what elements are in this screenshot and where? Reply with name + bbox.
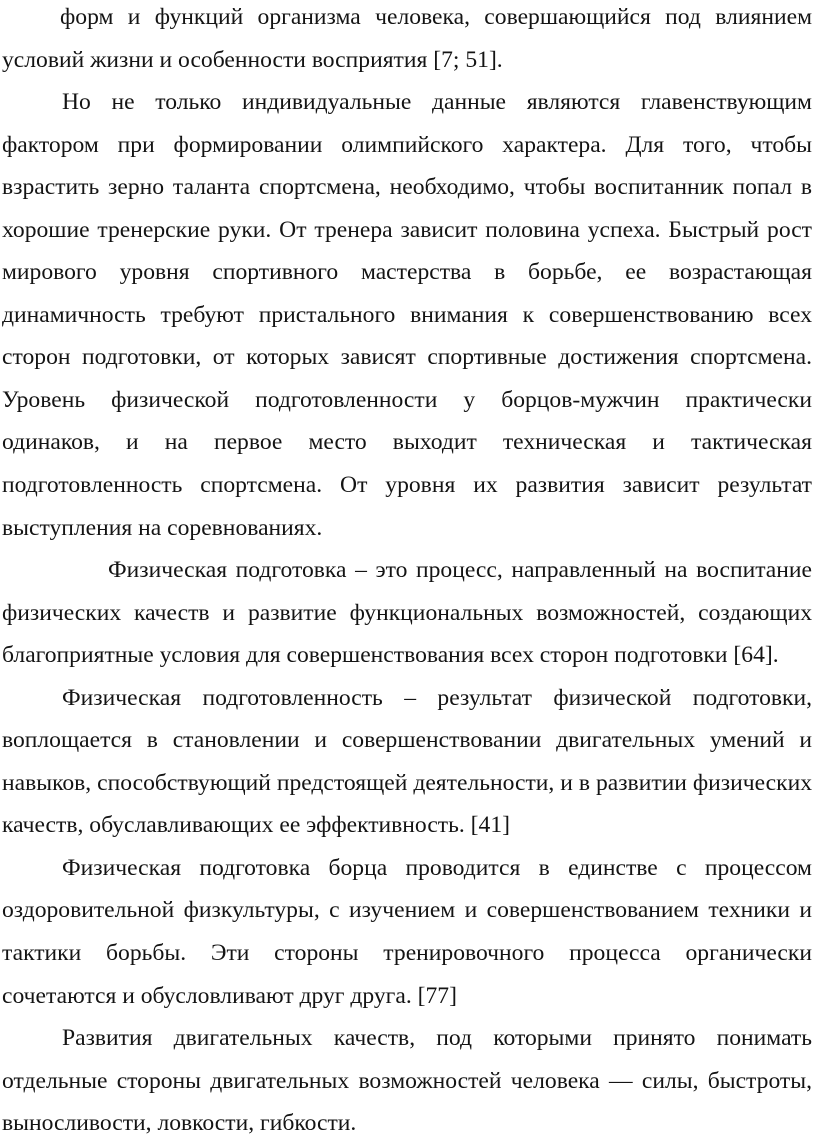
paragraph-coach-role: Но не только индивидуальные данные являются главенствующим фактором при формировании олимпийского характера. Для того, чтобы взрастить зерно таланта спортсмена, необходимо, чтобы воспитанник попал в хорошие тренерские руки. От тренера зависит половина успеха. Быстрый рост мирового уровня спортивного мастерства в борьбе, ее возрастающая динамичность требуют пристального внимания к совершенствованию всех сторон подготовки, от которых зависят спортивные достижения спортсмена. Уровень физической подготовленности у борцов-мужчин практически одинаков, и на первое место выходит техническая и тактическая подготовленность спортсмена. От уровня их развития зависит результат выступления на соревнованиях. [2,89,812,541]
paragraph-wrestler-training: Физическая подготовка борца проводится в единстве с процессом оздоровительной физкультуры, с изучением и совершенствованием техники и тактики борьбы. Эти стороны тренировочного процесса органически сочетаются и обусловливают друг друга. [77] [2,854,812,1009]
paragraph-motor-qualities: Развития двигательных качеств, под которыми принято понимать отдельные стороны двигательных возможностей человека — силы, быстроты, выносливости, ловкости, гибкости. [2,1025,812,1137]
paragraph-continuation: форм и функций организма человека, совершающийся под влиянием условий жизни и особенности восприятия [7; 51]. [2,4,812,73]
paragraph-physical-training-definition: Физическая подготовка – это процесс, направленный на воспитание физических качеств и развитие функциональных возможностей, создающих благоприятные условия для совершенствования всех сторон подготовки [64]. [2,557,812,669]
paragraph-physical-fitness-definition: Физическая подготовленность – результат физической подготовки, воплощается в становлении и совершенствовании двигательных умений и навыков, способствующий предстоящей деятельности, и в развитии физических качеств, обуславливающих ее эффективность. [41] [2,684,812,839]
